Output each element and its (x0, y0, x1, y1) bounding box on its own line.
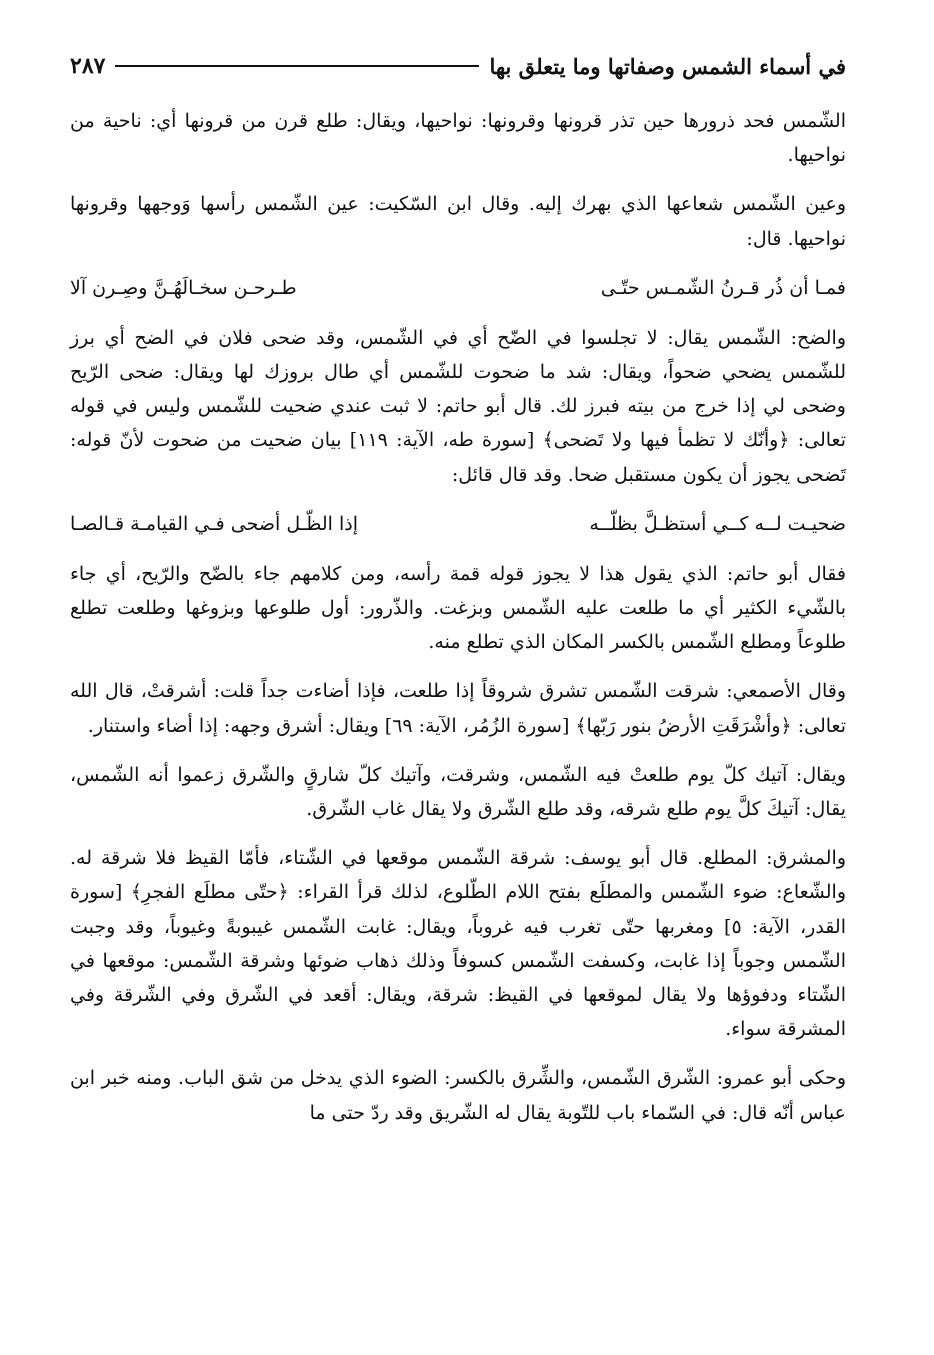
verse-second-hemistich: طـرحـن سخـالَهُـنَّ وصِـرن آلا (70, 276, 297, 299)
paragraph: الشّمس فحد ذرورها حين تذر قرونها وقرونها: نواحيها، ويقال: طلع قرن من قرونها أي: ناحية من نواحيها. (70, 110, 846, 167)
header-rule (115, 65, 479, 67)
verse-first-hemistich: ضحيـت لــه كــي أستظـلَّ بظلّــه (589, 512, 846, 535)
paragraph: وعين الشّمس شعاعها الذي بهرك إليه. وقال ابن السّكيت: عين الشّمس رأسها وَوجهها وقرونها نواحيها. قال: (70, 193, 846, 250)
paragraph: والضح: الشّمس يقال: لا تجلسوا في الضّح أي في الشّمس، وقد ضحى فلان في الضح أي برز للشّمس يضحي ضحواً، ويقال: شد ما ضحوت للشّمس أي طال بروزك لها ويقال: ضحى الرّيح وضحى لي إذا خرج من بيته فبرز لك. قال أبو حاتم: لا ثبت عندي ضحيت للشّمس وليس في قوله تعالى: ﴿وأنّك لا تظمأ فيها ولا تَضحى﴾ [سورة طه، الآية: ١١٩] بيان ضحيت من ضحوت لأنّ قوله: تَضحى يجوز أن يكون مستقبل ضحا. وقد قال قائل: (70, 326, 846, 486)
paragraph: ويقال: آتيك كلّ يوم طلعتْ فيه الشّمس، وشرقت، وآتيك كلّ شارقٍ والشّرق زعموا أنه الشّمس، يقال: آتيكَ كلَّ يوم طلع شرقه، وقد طلع الشّرق ولا يقال غاب الشّرق. (70, 763, 846, 821)
paragraph: وحكى أبو عمرو: الشّرق الشّمس، والشِّرق بالكسر: الضوء الذي يدخل من شق الباب. ومنه خبر ابن عباس أنّه قال: في السّماء باب للتّوبة يقال له الشّريق وقد ردّ حتى ما (70, 1067, 846, 1124)
paragraph: والمشرق: المطلع. قال أبو يوسف: شرقة الشّمس موقعها في الشّتاء، فأمّا القيظ فلا شرقة له. والشّعاع: ضوء الشّمس والمطلَع بفتح اللام الطّلوع، لذلك قرأ القراء: ﴿حتّى مطلَع الفجرِ﴾ [سورة القدر، الآية: ٥] ومغربها حتّى تغرب فيه غروباً، ويقال: غابت الشّمس غيبوبةً وغيوباً، وقد وجبت الشّمس وجوباً إذا غابت، وكسفت الشّمس كسوفاً وذلك ذهاب ضوئها وشرقة الشّمس: موقعها في الشّتاء ودفوؤها ولا يقال لموقعها في القيظ: شرقة، ويقال: أقعد في الشّرق وفي الشّرقة وفي المشرقة سواء. (70, 847, 846, 1041)
poetry-verse (70, 507, 846, 541)
verse-second-hemistich: إذا الظّـل أضحى فـي القيامـة قـالصـا (70, 512, 359, 535)
page-number: ٢٨٧ (70, 53, 106, 79)
chapter-title: في أسماء الشمس وصفاتها وما يتعلق بها (489, 53, 846, 79)
poetry-verse (70, 271, 846, 305)
paragraph: فقال أبو حاتم: الذي يقول هذا لا يجوز قوله قمة رأسه، ومن كلامهم جاء بالضّح والرّيح، أي جاء بالشّيء الكثير أي ما طلعت عليه الشّمس وبزغت. والذّرور: أول طلوعها وبزوغها وطلعت تطلع طلوعاً ومطلع الشّمس بالكسر المكان الذي تطلع منه. (70, 562, 846, 654)
verse-first-hemistich: فمـا أن ذُر قـرنُ الشّمـس حتّـى (600, 276, 846, 299)
running-header (70, 44, 846, 88)
page-body (70, 104, 846, 1145)
paragraph: وقال الأصمعي: شرقت الشّمس تشرق شروقاً إذا طلعت، فإذا أضاءت جداً قلت: أشرقتْ، قال الله تعالى: ﴿وأشْرَقَتِ الأرضُ بنور رَبّها﴾ [سورة الزُمُر، الآية: ٦٩] ويقال: أشرق وجهه: إذا أضاء واستنار. (70, 680, 846, 737)
